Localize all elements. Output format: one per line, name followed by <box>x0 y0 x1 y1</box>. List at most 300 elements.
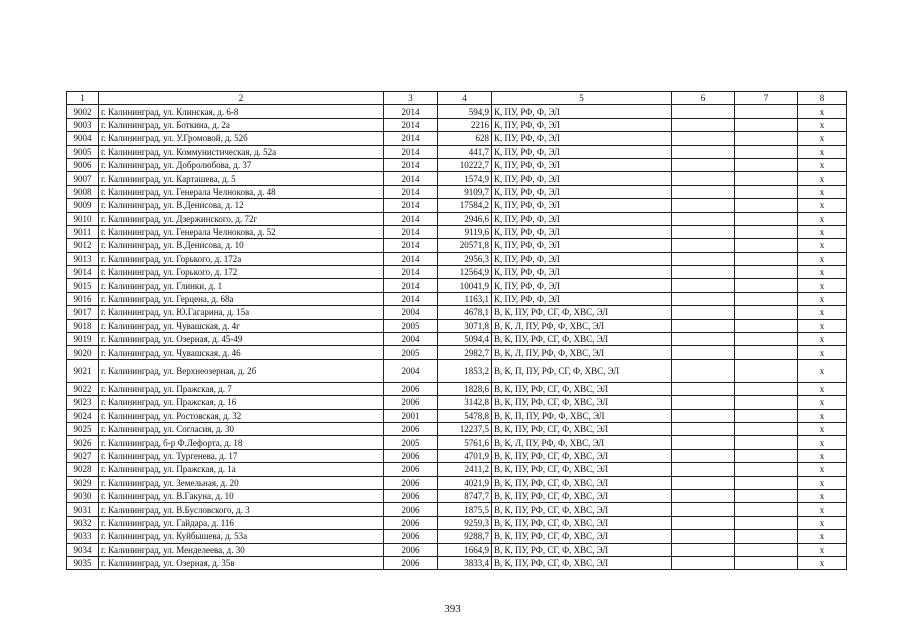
column-6-cell <box>672 409 735 422</box>
mark-cell: х <box>798 449 847 462</box>
year-cell: 2004 <box>384 306 438 319</box>
table-row <box>67 530 847 543</box>
table-row <box>67 503 847 516</box>
engineering-systems-cell: К, ПУ, РФ, Ф, ЭЛ <box>492 132 672 145</box>
area-cell: 3833,4 <box>438 556 492 569</box>
year-cell: 2006 <box>384 449 438 462</box>
column-7-cell <box>735 409 798 422</box>
column-6-cell <box>672 449 735 462</box>
column-7-cell <box>735 422 798 435</box>
area-cell: 17584,2 <box>438 199 492 212</box>
table-row <box>67 476 847 489</box>
year-cell: 2006 <box>384 530 438 543</box>
address-cell: г. Калининград, ул. В.Денисова, д. 12 <box>99 199 384 212</box>
address-cell: г. Калининград, ул. Пражская, д. 7 <box>99 382 384 395</box>
column-7-cell <box>735 118 798 131</box>
engineering-systems-cell: В, К, ПУ, РФ, СГ, Ф, ХВС, ЭЛ <box>492 530 672 543</box>
row-number-cell: 9024 <box>67 409 99 422</box>
year-cell: 2014 <box>384 145 438 158</box>
year-cell: 2006 <box>384 382 438 395</box>
column-header: 5 <box>492 92 672 105</box>
engineering-systems-cell: В, К, ПУ, РФ, СГ, Ф, ХВС, ЭЛ <box>492 306 672 319</box>
table-row <box>67 359 847 382</box>
column-6-cell <box>672 503 735 516</box>
column-7-cell <box>735 359 798 382</box>
engineering-systems-cell: В, К, ПУ, РФ, СГ, Ф, ХВС, ЭЛ <box>492 422 672 435</box>
area-cell: 1828,6 <box>438 382 492 395</box>
mark-cell: х <box>798 319 847 332</box>
area-cell: 5761,6 <box>438 436 492 449</box>
table-row <box>67 279 847 292</box>
table-row <box>67 436 847 449</box>
column-7-cell <box>735 436 798 449</box>
row-number-cell: 9004 <box>67 132 99 145</box>
engineering-systems-cell: К, ПУ, РФ, Ф, ЭЛ <box>492 199 672 212</box>
column-6-cell <box>672 556 735 569</box>
mark-cell: х <box>798 422 847 435</box>
mark-cell: х <box>798 185 847 198</box>
engineering-systems-cell: К, ПУ, РФ, Ф, ЭЛ <box>492 158 672 171</box>
column-7-cell <box>735 279 798 292</box>
column-header: 6 <box>672 92 735 105</box>
table-row <box>67 266 847 279</box>
mark-cell: х <box>798 503 847 516</box>
area-cell: 4701,9 <box>438 449 492 462</box>
area-cell: 441,7 <box>438 145 492 158</box>
column-7-cell <box>735 212 798 225</box>
row-number-cell: 9013 <box>67 252 99 265</box>
address-cell: г. Калининград, ул. У.Громовой, д. 52б <box>99 132 384 145</box>
row-number-cell: 9028 <box>67 463 99 476</box>
row-number-cell: 9008 <box>67 185 99 198</box>
mark-cell: х <box>798 252 847 265</box>
year-cell: 2006 <box>384 503 438 516</box>
engineering-systems-cell: В, К, ПУ, РФ, СГ, Ф, ХВС, ЭЛ <box>492 476 672 489</box>
row-number-cell: 9029 <box>67 476 99 489</box>
mark-cell: х <box>798 199 847 212</box>
area-cell: 5094,4 <box>438 333 492 346</box>
column-7-cell <box>735 489 798 502</box>
address-cell: г. Калининград, ул. Клинская, д. 6-8 <box>99 105 384 118</box>
row-number-cell: 9032 <box>67 516 99 529</box>
year-cell: 2014 <box>384 199 438 212</box>
column-7-cell <box>735 239 798 252</box>
table-row <box>67 212 847 225</box>
area-cell: 2216 <box>438 118 492 131</box>
column-6-cell <box>672 158 735 171</box>
page-number: 393 <box>444 603 461 615</box>
row-number-cell: 9012 <box>67 239 99 252</box>
year-cell: 2005 <box>384 346 438 359</box>
area-cell: 1875,5 <box>438 503 492 516</box>
row-number-cell: 9030 <box>67 489 99 502</box>
column-6-cell <box>672 239 735 252</box>
address-cell: г. Калининград, ул. Коммунистическая, д. 52а <box>99 145 384 158</box>
row-number-cell: 9016 <box>67 292 99 305</box>
mark-cell: х <box>798 346 847 359</box>
mark-cell: х <box>798 306 847 319</box>
address-cell: г. Калининград, ул. Глинки, д. 1 <box>99 279 384 292</box>
area-cell: 3071,8 <box>438 319 492 332</box>
year-cell: 2014 <box>384 279 438 292</box>
address-cell: г. Калининград, ул. Пражская, д. 1а <box>99 463 384 476</box>
year-cell: 2005 <box>384 319 438 332</box>
table-row <box>67 145 847 158</box>
year-cell: 2006 <box>384 463 438 476</box>
row-number-cell: 9034 <box>67 543 99 556</box>
year-cell: 2014 <box>384 105 438 118</box>
area-cell: 4678,1 <box>438 306 492 319</box>
column-6-cell <box>672 333 735 346</box>
column-6-cell <box>672 172 735 185</box>
column-6-cell <box>672 516 735 529</box>
engineering-systems-cell: К, ПУ, РФ, Ф, ЭЛ <box>492 118 672 131</box>
engineering-systems-cell: В, К, П, ПУ, РФ, СГ, Ф, ХВС, ЭЛ <box>492 359 672 382</box>
area-cell: 9119,6 <box>438 225 492 238</box>
area-cell: 10222,7 <box>438 158 492 171</box>
engineering-systems-cell: К, ПУ, РФ, Ф, ЭЛ <box>492 292 672 305</box>
year-cell: 2014 <box>384 212 438 225</box>
column-7-cell <box>735 145 798 158</box>
area-cell: 594,9 <box>438 105 492 118</box>
column-6-cell <box>672 319 735 332</box>
address-cell: г. Калининград, ул. Добролюбова, д. 37 <box>99 158 384 171</box>
area-cell: 9109,7 <box>438 185 492 198</box>
mark-cell: х <box>798 382 847 395</box>
column-6-cell <box>672 105 735 118</box>
area-cell: 2411,2 <box>438 463 492 476</box>
column-7-cell <box>735 225 798 238</box>
mark-cell: х <box>798 409 847 422</box>
address-cell: г. Калининград, ул. Верхнеозерная, д. 2б <box>99 359 384 382</box>
address-cell: г. Калининград, ул. Горького, д. 172а <box>99 252 384 265</box>
engineering-systems-cell: К, ПУ, РФ, Ф, ЭЛ <box>492 252 672 265</box>
column-7-cell <box>735 172 798 185</box>
register-sheet <box>66 91 846 570</box>
address-cell: г. Калининград, ул. Тургенева, д. 17 <box>99 449 384 462</box>
column-6-cell <box>672 489 735 502</box>
year-cell: 2014 <box>384 132 438 145</box>
column-6-cell <box>672 396 735 409</box>
address-cell: г. Калининград, ул. В.Бусловского, д. 3 <box>99 503 384 516</box>
table-row <box>67 306 847 319</box>
year-cell: 2006 <box>384 556 438 569</box>
column-6-cell <box>672 476 735 489</box>
column-6-cell <box>672 422 735 435</box>
year-cell: 2014 <box>384 252 438 265</box>
engineering-systems-cell: В, К, ПУ, РФ, СГ, Ф, ХВС, ЭЛ <box>492 463 672 476</box>
year-cell: 2006 <box>384 516 438 529</box>
row-number-cell: 9026 <box>67 436 99 449</box>
mark-cell: х <box>798 333 847 346</box>
column-header: 4 <box>438 92 492 105</box>
engineering-systems-cell: К, ПУ, РФ, Ф, ЭЛ <box>492 266 672 279</box>
column-7-cell <box>735 556 798 569</box>
year-cell: 2014 <box>384 118 438 131</box>
column-6-cell <box>672 185 735 198</box>
column-7-cell <box>735 252 798 265</box>
row-number-cell: 9007 <box>67 172 99 185</box>
table-row <box>67 158 847 171</box>
row-number-cell: 9022 <box>67 382 99 395</box>
area-cell: 12237,5 <box>438 422 492 435</box>
column-7-cell <box>735 449 798 462</box>
area-cell: 1574,9 <box>438 172 492 185</box>
table-row <box>67 556 847 569</box>
column-7-cell <box>735 346 798 359</box>
table-row <box>67 396 847 409</box>
column-7-cell <box>735 292 798 305</box>
column-7-cell <box>735 185 798 198</box>
column-6-cell <box>672 225 735 238</box>
column-header: 3 <box>384 92 438 105</box>
area-cell: 1853,2 <box>438 359 492 382</box>
engineering-systems-cell: К, ПУ, РФ, Ф, ЭЛ <box>492 105 672 118</box>
mark-cell: х <box>798 266 847 279</box>
mark-cell: х <box>798 145 847 158</box>
column-header: 7 <box>735 92 798 105</box>
mark-cell: х <box>798 476 847 489</box>
area-cell: 8747,7 <box>438 489 492 502</box>
address-cell: г. Калининград, ул. В.Гакуна, д. 10 <box>99 489 384 502</box>
table-row <box>67 409 847 422</box>
row-number-cell: 9021 <box>67 359 99 382</box>
year-cell: 2001 <box>384 409 438 422</box>
row-number-cell: 9018 <box>67 319 99 332</box>
address-cell: г. Калининград, ул. Генерала Челнокова, д. 48 <box>99 185 384 198</box>
column-7-cell <box>735 306 798 319</box>
address-cell: г. Калининград, ул. Карташева, д. 5 <box>99 172 384 185</box>
mark-cell: х <box>798 359 847 382</box>
column-6-cell <box>672 346 735 359</box>
area-cell: 2982,7 <box>438 346 492 359</box>
year-cell: 2014 <box>384 266 438 279</box>
year-cell: 2006 <box>384 396 438 409</box>
row-number-cell: 9019 <box>67 333 99 346</box>
row-number-cell: 9006 <box>67 158 99 171</box>
row-number-cell: 9027 <box>67 449 99 462</box>
table-row <box>67 118 847 131</box>
column-7-cell <box>735 105 798 118</box>
table-row <box>67 185 847 198</box>
engineering-systems-cell: В, К, ПУ, РФ, СГ, Ф, ХВС, ЭЛ <box>492 543 672 556</box>
engineering-systems-cell: В, К, Л, ПУ, РФ, Ф, ХВС, ЭЛ <box>492 436 672 449</box>
area-cell: 9288,7 <box>438 530 492 543</box>
year-cell: 2006 <box>384 422 438 435</box>
row-number-cell: 9015 <box>67 279 99 292</box>
area-cell: 12564,9 <box>438 266 492 279</box>
address-cell: г. Калининград, ул. Горького, д. 172 <box>99 266 384 279</box>
address-cell: г. Калининград, ул. Дзержинского, д. 72г <box>99 212 384 225</box>
address-cell: г. Калининград, ул. Генерала Челнокова, д. 52 <box>99 225 384 238</box>
row-number-cell: 9023 <box>67 396 99 409</box>
column-header: 1 <box>67 92 99 105</box>
address-cell: г. Калининград, ул. Земельная, д. 20 <box>99 476 384 489</box>
engineering-systems-cell: В, К, ПУ, РФ, СГ, Ф, ХВС, ЭЛ <box>492 503 672 516</box>
year-cell: 2004 <box>384 359 438 382</box>
row-number-cell: 9003 <box>67 118 99 131</box>
table-row <box>67 333 847 346</box>
address-cell: г. Калининград, ул. В.Денисова, д. 10 <box>99 239 384 252</box>
column-6-cell <box>672 543 735 556</box>
column-6-cell <box>672 306 735 319</box>
row-number-cell: 9010 <box>67 212 99 225</box>
row-number-cell: 9009 <box>67 199 99 212</box>
year-cell: 2004 <box>384 333 438 346</box>
table-row <box>67 449 847 462</box>
table-row <box>67 239 847 252</box>
area-cell: 2946,6 <box>438 212 492 225</box>
column-6-cell <box>672 463 735 476</box>
column-6-cell <box>672 266 735 279</box>
engineering-systems-cell: В, К, ПУ, РФ, СГ, Ф, ХВС, ЭЛ <box>492 489 672 502</box>
column-7-cell <box>735 530 798 543</box>
mark-cell: х <box>798 556 847 569</box>
mark-cell: х <box>798 118 847 131</box>
engineering-systems-cell: В, К, ПУ, РФ, СГ, Ф, ХВС, ЭЛ <box>492 333 672 346</box>
mark-cell: х <box>798 225 847 238</box>
address-cell: г. Калининград, ул. Боткина, д. 2а <box>99 118 384 131</box>
engineering-systems-cell: К, ПУ, РФ, Ф, ЭЛ <box>492 225 672 238</box>
address-cell: г. Калининград, ул. Ростовская, д. 32 <box>99 409 384 422</box>
column-6-cell <box>672 292 735 305</box>
year-cell: 2014 <box>384 292 438 305</box>
column-7-cell <box>735 319 798 332</box>
table-row <box>67 199 847 212</box>
column-6-cell <box>672 279 735 292</box>
row-number-cell: 9033 <box>67 530 99 543</box>
year-cell: 2005 <box>384 436 438 449</box>
engineering-systems-cell: В, К, Л, ПУ, РФ, Ф, ХВС, ЭЛ <box>492 346 672 359</box>
address-cell: г. Калининград, ул. Озерная, д. 45-49 <box>99 333 384 346</box>
column-7-cell <box>735 396 798 409</box>
mark-cell: х <box>798 172 847 185</box>
table-row <box>67 422 847 435</box>
year-cell: 2006 <box>384 543 438 556</box>
column-6-cell <box>672 530 735 543</box>
year-cell: 2014 <box>384 158 438 171</box>
year-cell: 2006 <box>384 489 438 502</box>
area-cell: 628 <box>438 132 492 145</box>
mark-cell: х <box>798 396 847 409</box>
area-cell: 4021,9 <box>438 476 492 489</box>
row-number-cell: 9011 <box>67 225 99 238</box>
mark-cell: х <box>798 543 847 556</box>
table-row <box>67 346 847 359</box>
area-cell: 2956,3 <box>438 252 492 265</box>
table-body <box>67 105 847 570</box>
column-7-cell <box>735 476 798 489</box>
housing-register-table <box>66 91 847 570</box>
mark-cell: х <box>798 239 847 252</box>
table-row <box>67 132 847 145</box>
engineering-systems-cell: В, К, Л, ПУ, РФ, Ф, ХВС, ЭЛ <box>492 319 672 332</box>
engineering-systems-cell: К, ПУ, РФ, Ф, ЭЛ <box>492 212 672 225</box>
mark-cell: х <box>798 436 847 449</box>
column-7-cell <box>735 199 798 212</box>
table-row <box>67 543 847 556</box>
table-row <box>67 105 847 118</box>
column-header: 8 <box>798 92 847 105</box>
row-number-cell: 9025 <box>67 422 99 435</box>
year-cell: 2014 <box>384 185 438 198</box>
address-cell: г. Калининград, ул. Пражская, д. 16 <box>99 396 384 409</box>
engineering-systems-cell: В, К, ПУ, РФ, СГ, Ф, ХВС, ЭЛ <box>492 556 672 569</box>
area-cell: 3142,8 <box>438 396 492 409</box>
mark-cell: х <box>798 132 847 145</box>
address-cell: г. Калининград, ул. Озерная, д. 35в <box>99 556 384 569</box>
mark-cell: х <box>798 489 847 502</box>
engineering-systems-cell: К, ПУ, РФ, Ф, ЭЛ <box>492 279 672 292</box>
year-cell: 2014 <box>384 239 438 252</box>
mark-cell: х <box>798 516 847 529</box>
area-cell: 1664,9 <box>438 543 492 556</box>
table-row <box>67 292 847 305</box>
address-cell: г. Калининград, ул. Менделеева, д. 30 <box>99 543 384 556</box>
row-number-cell: 9005 <box>67 145 99 158</box>
table-row <box>67 252 847 265</box>
engineering-systems-cell: В, К, ПУ, РФ, СГ, Ф, ХВС, ЭЛ <box>492 382 672 395</box>
column-6-cell <box>672 212 735 225</box>
year-cell: 2014 <box>384 225 438 238</box>
column-7-cell <box>735 266 798 279</box>
engineering-systems-cell: К, ПУ, РФ, Ф, ЭЛ <box>492 185 672 198</box>
column-7-cell <box>735 516 798 529</box>
table-row <box>67 225 847 238</box>
engineering-systems-cell: В, К, ПУ, РФ, СГ, Ф, ХВС, ЭЛ <box>492 449 672 462</box>
address-cell: г. Калининград, ул. Гайдара, д. 116 <box>99 516 384 529</box>
column-6-cell <box>672 118 735 131</box>
column-header: 2 <box>99 92 384 105</box>
table-row <box>67 172 847 185</box>
column-7-cell <box>735 132 798 145</box>
area-cell: 1163,1 <box>438 292 492 305</box>
engineering-systems-cell: В, К, ПУ, РФ, СГ, Ф, ХВС, ЭЛ <box>492 516 672 529</box>
mark-cell: х <box>798 212 847 225</box>
mark-cell: х <box>798 292 847 305</box>
address-cell: г. Калининград, ул. Согласия, д. 30 <box>99 422 384 435</box>
address-cell: г. Калининград, ул. Куйбышева, д. 53а <box>99 530 384 543</box>
area-cell: 20571,8 <box>438 239 492 252</box>
address-cell: г. Калининград, ул. Герцена, д. 68а <box>99 292 384 305</box>
table-row <box>67 319 847 332</box>
row-number-cell: 9017 <box>67 306 99 319</box>
column-6-cell <box>672 359 735 382</box>
year-cell: 2006 <box>384 476 438 489</box>
engineering-systems-cell: В, К, П, ПУ, РФ, Ф, ХВС, ЭЛ <box>492 409 672 422</box>
column-7-cell <box>735 543 798 556</box>
row-number-cell: 9002 <box>67 105 99 118</box>
column-7-cell <box>735 503 798 516</box>
row-number-cell: 9020 <box>67 346 99 359</box>
row-number-cell: 9035 <box>67 556 99 569</box>
column-6-cell <box>672 132 735 145</box>
mark-cell: х <box>798 158 847 171</box>
engineering-systems-cell: К, ПУ, РФ, Ф, ЭЛ <box>492 239 672 252</box>
column-7-cell <box>735 333 798 346</box>
area-cell: 10041,9 <box>438 279 492 292</box>
table-row <box>67 516 847 529</box>
column-6-cell <box>672 145 735 158</box>
address-cell: г. Калининград, ул. Чувашская, д. 4г <box>99 319 384 332</box>
table-row <box>67 463 847 476</box>
engineering-systems-cell: В, К, ПУ, РФ, СГ, Ф, ХВС, ЭЛ <box>492 396 672 409</box>
address-cell: г. Калининград, б-р Ф.Лефорта, д. 18 <box>99 436 384 449</box>
engineering-systems-cell: К, ПУ, РФ, Ф, ЭЛ <box>492 145 672 158</box>
year-cell: 2014 <box>384 172 438 185</box>
address-cell: г. Калининград, ул. Ю.Гагарина, д. 15а <box>99 306 384 319</box>
column-6-cell <box>672 436 735 449</box>
